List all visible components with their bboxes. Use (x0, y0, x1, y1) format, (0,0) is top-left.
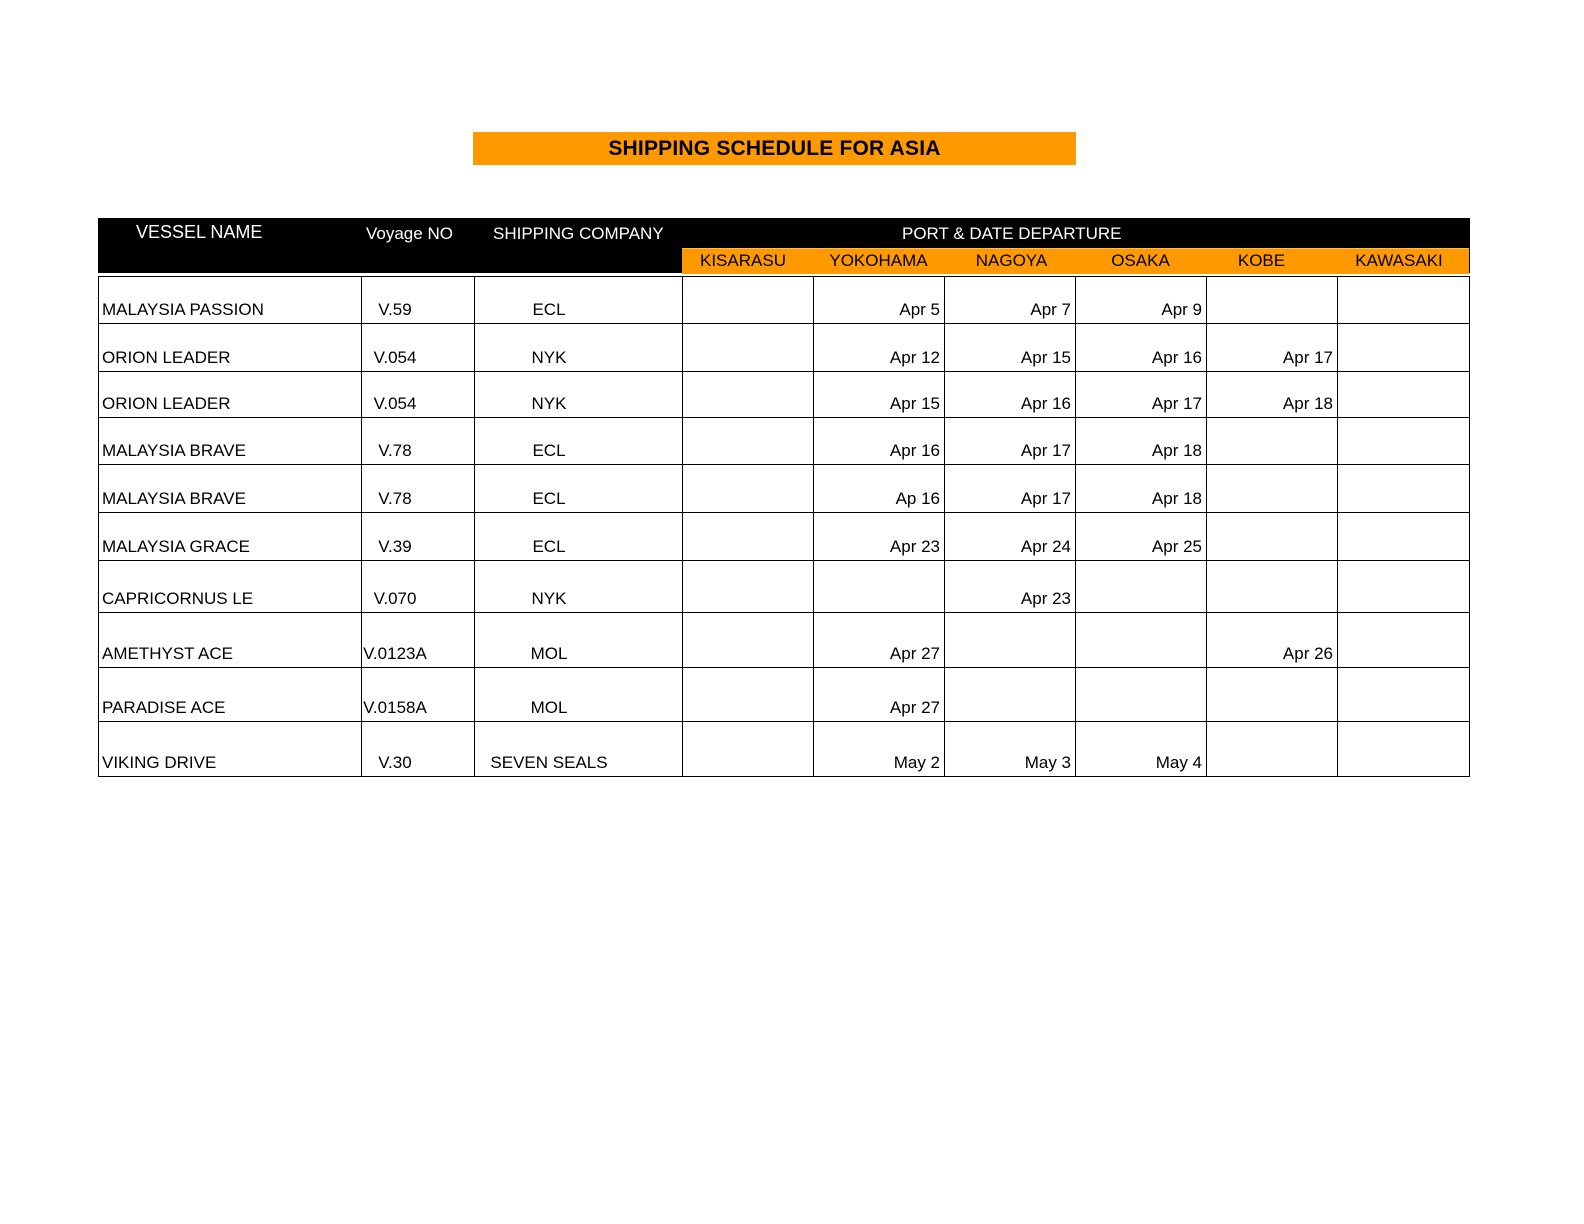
yokohama-date-cell: Ap 16 (895, 489, 940, 508)
kisarasu-date-cell (682, 297, 809, 323)
shipping-company-cell: NYK (531, 394, 567, 413)
nagoya-date-cell (944, 641, 1071, 667)
column-divider (1337, 276, 1338, 777)
voyage-no-cell: V.0123A (363, 644, 427, 663)
kobe-date-cell: Apr 18 (1282, 394, 1333, 413)
nagoya-date-cell: Apr 7 (1030, 300, 1071, 319)
header-port-date-departure: PORT & DATE DEPARTURE (902, 224, 1122, 243)
shipping-company-cell: ECL (532, 441, 566, 460)
kobe-date-cell (1206, 695, 1333, 721)
kawasaki-date-cell (1337, 486, 1465, 512)
voyage-no-cell: V.054 (373, 394, 417, 413)
shipping-company-cell: ECL (532, 489, 566, 508)
osaka-date-cell: Apr 18 (1151, 489, 1202, 508)
vessel-name-cell: CAPRICORNUS LE (102, 589, 254, 608)
yokohama-date-cell: Apr 15 (889, 394, 940, 413)
column-divider (944, 276, 945, 777)
voyage-no-cell: V.070 (373, 589, 417, 608)
yokohama-date-cell: Apr 16 (889, 441, 940, 460)
vessel-name-cell: MALAYSIA GRACE (102, 537, 251, 556)
shipping-company-cell: NYK (531, 348, 567, 367)
kawasaki-date-cell (1337, 586, 1465, 612)
shipping-company-cell: NYK (531, 589, 567, 608)
table-row (98, 323, 1470, 371)
nagoya-date-cell (944, 695, 1071, 721)
nagoya-date-cell: Apr 16 (1020, 394, 1071, 413)
column-divider (1206, 276, 1207, 777)
vessel-name-cell: MALAYSIA BRAVE (102, 441, 246, 460)
kawasaki-date-cell (1337, 438, 1465, 464)
kobe-date-cell (1206, 586, 1333, 612)
column-divider (1075, 276, 1076, 777)
column-divider (813, 276, 814, 777)
kawasaki-date-cell (1337, 695, 1465, 721)
kobe-date-cell: Apr 26 (1282, 644, 1333, 663)
column-divider (361, 276, 362, 777)
yokohama-date-cell: Apr 27 (889, 698, 940, 717)
port-header-yokohama: YOKOHAMA (829, 251, 928, 270)
vessel-name-cell: MALAYSIA PASSION (102, 300, 264, 319)
vessel-name-cell: ORION LEADER (102, 348, 231, 367)
kisarasu-date-cell (682, 345, 809, 371)
kisarasu-date-cell (682, 750, 809, 776)
osaka-date-cell (1075, 695, 1202, 721)
nagoya-date-cell: May 3 (1024, 753, 1071, 772)
table-row (98, 417, 1470, 464)
shipping-company-cell: ECL (532, 300, 566, 319)
table-row (98, 512, 1470, 560)
osaka-date-cell: Apr 9 (1161, 300, 1202, 319)
header-voyage-no: Voyage NO (366, 224, 453, 243)
kisarasu-date-cell (682, 534, 809, 560)
shipping-company-cell: MOL (530, 644, 568, 663)
kawasaki-date-cell (1337, 534, 1465, 560)
voyage-no-cell: V.054 (373, 348, 417, 367)
kawasaki-date-cell (1337, 345, 1465, 371)
yokohama-date-cell: Apr 5 (899, 300, 940, 319)
table-row (98, 464, 1470, 512)
vessel-name-cell: MALAYSIA BRAVE (102, 489, 246, 508)
vessel-name-cell: VIKING DRIVE (102, 753, 217, 772)
page-title: SHIPPING SCHEDULE FOR ASIA (473, 132, 1076, 165)
osaka-date-cell: Apr 18 (1151, 441, 1202, 460)
port-header-osaka: OSAKA (1111, 251, 1170, 270)
kisarasu-date-cell (682, 486, 809, 512)
kawasaki-date-cell (1337, 391, 1465, 417)
kobe-date-cell (1206, 750, 1333, 776)
vessel-name-cell: AMETHYST ACE (102, 644, 233, 663)
kobe-date-cell (1206, 534, 1333, 560)
nagoya-date-cell: Apr 24 (1020, 537, 1071, 556)
table-row (98, 667, 1470, 721)
column-divider (682, 276, 683, 777)
voyage-no-cell: V.78 (378, 489, 412, 508)
yokohama-date-cell: May 2 (893, 753, 940, 772)
shipping-company-cell: ECL (532, 537, 566, 556)
yokohama-date-cell: Apr 27 (889, 644, 940, 663)
kisarasu-date-cell (682, 438, 809, 464)
shipping-company-cell: MOL (530, 698, 568, 717)
voyage-no-cell: V.78 (378, 441, 412, 460)
osaka-date-cell: Apr 17 (1151, 394, 1202, 413)
header-vessel-name: VESSEL NAME (136, 222, 263, 242)
nagoya-date-cell: Apr 15 (1020, 348, 1071, 367)
kisarasu-date-cell (682, 695, 809, 721)
port-header-kobe: KOBE (1237, 251, 1286, 270)
kobe-date-cell (1206, 438, 1333, 464)
yokohama-date-cell: Apr 23 (889, 537, 940, 556)
kobe-date-cell (1206, 297, 1333, 323)
nagoya-date-cell: Apr 17 (1020, 489, 1071, 508)
port-header-kisarasu: KISARASU (700, 251, 786, 270)
nagoya-date-cell: Apr 17 (1020, 441, 1071, 460)
row-divider (98, 776, 1470, 777)
vessel-name-cell: PARADISE ACE (102, 698, 226, 717)
shipping-company-cell: SEVEN SEALS (490, 753, 608, 772)
table-row (98, 612, 1470, 667)
kisarasu-date-cell (682, 641, 809, 667)
osaka-date-cell: Apr 25 (1151, 537, 1202, 556)
voyage-no-cell: V.30 (378, 753, 412, 772)
voyage-no-cell: V.0158A (363, 698, 427, 717)
osaka-date-cell: May 4 (1155, 753, 1202, 772)
column-divider (1469, 276, 1470, 777)
kawasaki-date-cell (1337, 750, 1465, 776)
table-row (98, 560, 1470, 612)
voyage-no-cell: V.59 (378, 300, 412, 319)
port-header-kawasaki: KAWASAKI (1355, 251, 1443, 270)
osaka-date-cell (1075, 586, 1202, 612)
vessel-name-cell: ORION LEADER (102, 394, 231, 413)
column-divider (474, 276, 475, 777)
table-row (98, 371, 1470, 417)
voyage-no-cell: V.39 (378, 537, 412, 556)
table-row (98, 276, 1470, 323)
kisarasu-date-cell (682, 586, 809, 612)
kawasaki-date-cell (1337, 641, 1465, 667)
table-row (98, 721, 1470, 776)
kobe-date-cell: Apr 17 (1282, 348, 1333, 367)
yokohama-date-cell: Apr 12 (889, 348, 940, 367)
kobe-date-cell (1206, 486, 1333, 512)
yokohama-date-cell (813, 586, 940, 612)
osaka-date-cell (1075, 641, 1202, 667)
header-shipping-company: SHIPPING COMPANY (493, 224, 664, 243)
kawasaki-date-cell (1337, 297, 1465, 323)
kisarasu-date-cell (682, 391, 809, 417)
osaka-date-cell: Apr 16 (1151, 348, 1202, 367)
column-divider (98, 276, 99, 777)
port-header-nagoya: NAGOYA (975, 251, 1048, 270)
nagoya-date-cell: Apr 23 (1020, 589, 1071, 608)
